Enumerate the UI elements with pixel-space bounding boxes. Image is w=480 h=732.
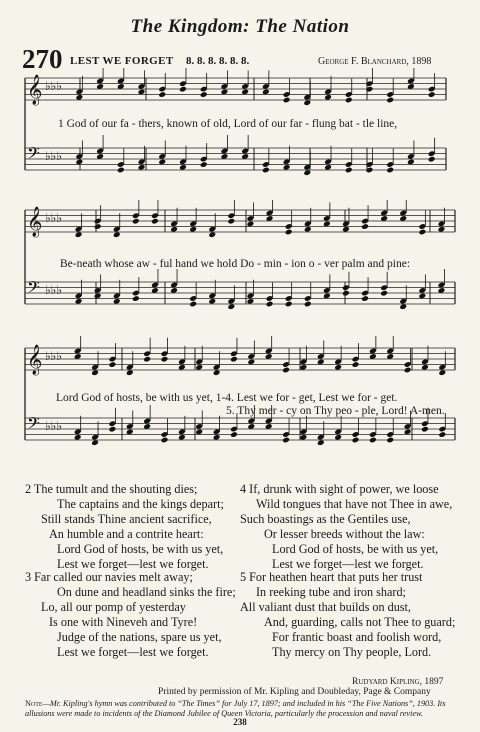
verse-5 bbox=[240, 570, 455, 659]
note-head bbox=[345, 167, 353, 174]
bass-clef-icon: 𝄢 bbox=[27, 145, 40, 167]
lyric-line-1: 1 God of our fa - thers, known of old, Lord of our far - flung bat - tle line, bbox=[58, 118, 398, 130]
verse-4-line: Or lesser breeds without the law: bbox=[264, 526, 425, 541]
verse-4-line: Lord God of hosts, be with us yet, bbox=[272, 541, 439, 556]
hymn-number: 270 bbox=[22, 44, 63, 74]
verse-5-line: For frantic boast and foolish word, bbox=[272, 629, 442, 644]
verse-4 bbox=[240, 482, 452, 571]
note-head bbox=[262, 167, 270, 174]
verse-4-line: Such boastings as the Gentiles use, bbox=[240, 511, 411, 526]
note-head bbox=[428, 156, 436, 163]
note-head bbox=[304, 301, 312, 308]
verse-3-line: Judge of the nations, spare us yet, bbox=[57, 629, 222, 644]
meter: 8. 8. 8. 8. 8. 8. bbox=[186, 55, 250, 67]
key-signature: ♭♭♭ bbox=[45, 419, 62, 433]
note-head bbox=[109, 361, 117, 368]
note-head bbox=[428, 91, 436, 98]
note-head bbox=[352, 361, 360, 368]
note-head bbox=[132, 218, 140, 225]
footnote-lead: Note bbox=[25, 699, 43, 708]
page-number: 238 bbox=[233, 717, 247, 727]
note-head bbox=[266, 301, 274, 308]
music-system-2 bbox=[0, 200, 480, 312]
note-head bbox=[285, 301, 293, 308]
composer-credit: George F. Blanchard, 1898 bbox=[318, 56, 432, 67]
note-head bbox=[285, 229, 293, 236]
note-head bbox=[161, 437, 169, 444]
note-head bbox=[352, 437, 360, 444]
bass-clef-icon: 𝄢 bbox=[27, 415, 40, 437]
note-head bbox=[369, 437, 377, 444]
verse-2-line: Still stands Thine ancient sacrifice, bbox=[41, 511, 212, 526]
note-head bbox=[283, 97, 291, 104]
note-head bbox=[404, 367, 412, 374]
note-head bbox=[189, 301, 197, 308]
verse-2-line: The captains and the kings depart; bbox=[57, 496, 224, 511]
footnote bbox=[25, 699, 457, 719]
treble-clef-icon: 𝄞 bbox=[27, 207, 43, 236]
tune-name: LEST WE FORGET bbox=[70, 55, 174, 67]
verse-2-line: Lest we forget—lest we forget. bbox=[57, 556, 209, 571]
note-head bbox=[230, 356, 238, 363]
verse-3-line: Is one with Nineveh and Tyre! bbox=[49, 614, 198, 629]
note-head bbox=[230, 431, 238, 438]
verse-4-line: 4 If, drunk with sight of power, we loose bbox=[240, 482, 439, 496]
note-head bbox=[361, 295, 369, 302]
key-signature: ♭♭♭ bbox=[45, 211, 62, 225]
note-head bbox=[386, 97, 394, 104]
key-signature: ♭♭♭ bbox=[45, 349, 62, 363]
verse-5-line: In reeking tube and iron shard; bbox=[256, 584, 406, 599]
note-head bbox=[418, 229, 426, 236]
verse-5-line: And, guarding, calls not Thee to guard; bbox=[264, 614, 456, 629]
lyric-line-3: Lord God of hosts, be with us yet, 1-4. Lest we for - get, Lest we for - get. bbox=[56, 392, 398, 404]
note-head bbox=[438, 431, 446, 438]
verse-2-line: Lord God of hosts, be with us yet, bbox=[57, 541, 224, 556]
verse-2 bbox=[25, 482, 224, 571]
key-signature: ♭♭♭ bbox=[45, 79, 62, 93]
verse-4-line: Wild tongues that have not Thee in awe, bbox=[256, 496, 453, 511]
note-head bbox=[386, 437, 394, 444]
note-head bbox=[161, 356, 169, 363]
note-head bbox=[361, 223, 369, 230]
verse-3 bbox=[25, 570, 236, 659]
permission-line: Printed by permission of Mr. Kipling and Doubleday, Page & Company bbox=[158, 687, 431, 697]
lyric-line-2: Be-neath whose aw - ful hand we hold Do - min - ion o - ver palm and pine: bbox=[60, 258, 411, 270]
note-head bbox=[200, 91, 208, 98]
note-head bbox=[282, 437, 290, 444]
note-head bbox=[151, 218, 159, 225]
note-head bbox=[117, 167, 125, 174]
note-head bbox=[345, 97, 353, 104]
note-head bbox=[282, 367, 290, 374]
note-head bbox=[421, 426, 429, 433]
verse-5-line: All valiant dust that builds on dust, bbox=[240, 599, 411, 614]
key-signature: ♭♭♭ bbox=[45, 283, 62, 297]
verse-3-line: Lest we forget—lest we forget. bbox=[57, 644, 209, 659]
note-head bbox=[94, 223, 102, 230]
note-head bbox=[143, 356, 151, 363]
note-head bbox=[200, 161, 208, 168]
verse-3-line: On dune and headland sinks the fire; bbox=[57, 584, 236, 599]
section-title: The Kingdom: The Nation bbox=[130, 16, 350, 37]
note-head bbox=[132, 295, 140, 302]
treble-clef-icon: 𝄞 bbox=[27, 75, 43, 104]
note-head bbox=[179, 86, 187, 93]
bass-clef-icon: 𝄢 bbox=[27, 279, 40, 301]
verse-5-line: 5 For heathen heart that puts her trust bbox=[240, 570, 423, 584]
note-head bbox=[158, 91, 166, 98]
key-signature: ♭♭♭ bbox=[45, 149, 62, 163]
verse-2-line: An humble and a contrite heart: bbox=[49, 526, 204, 541]
verse-4-line: Lest we forget—lest we forget. bbox=[272, 556, 424, 571]
note-head bbox=[386, 167, 394, 174]
verse-2-line: 2 The tumult and the shouting dies; bbox=[25, 482, 198, 496]
footnote-text: —Mr. Kipling's hymn was contributed to “The Times” for July 17, 1897; and included in his “The Five Nations”, 1903. Its allusions were made to incidents of the Diamond Jubilee of Queen Victoria, particularly the procession and naval review. bbox=[25, 699, 446, 718]
lyric-line-4: 5. Thy mer - cy on Thy peo - ple, Lord! A-men. bbox=[226, 405, 445, 417]
verse-3-line: 3 Far called our navies melt away; bbox=[25, 570, 193, 584]
note-head bbox=[380, 290, 388, 297]
verse-5-line: Thy mercy on Thy people, Lord. bbox=[272, 644, 432, 659]
verse-3-line: Lo, all our pomp of yesterday bbox=[41, 599, 186, 614]
note-head bbox=[227, 218, 235, 225]
note-head bbox=[109, 426, 117, 433]
author-credit: Rudyard Kipling, 1897 bbox=[352, 677, 444, 687]
treble-clef-icon: 𝄞 bbox=[27, 345, 43, 374]
note-head bbox=[342, 290, 350, 297]
